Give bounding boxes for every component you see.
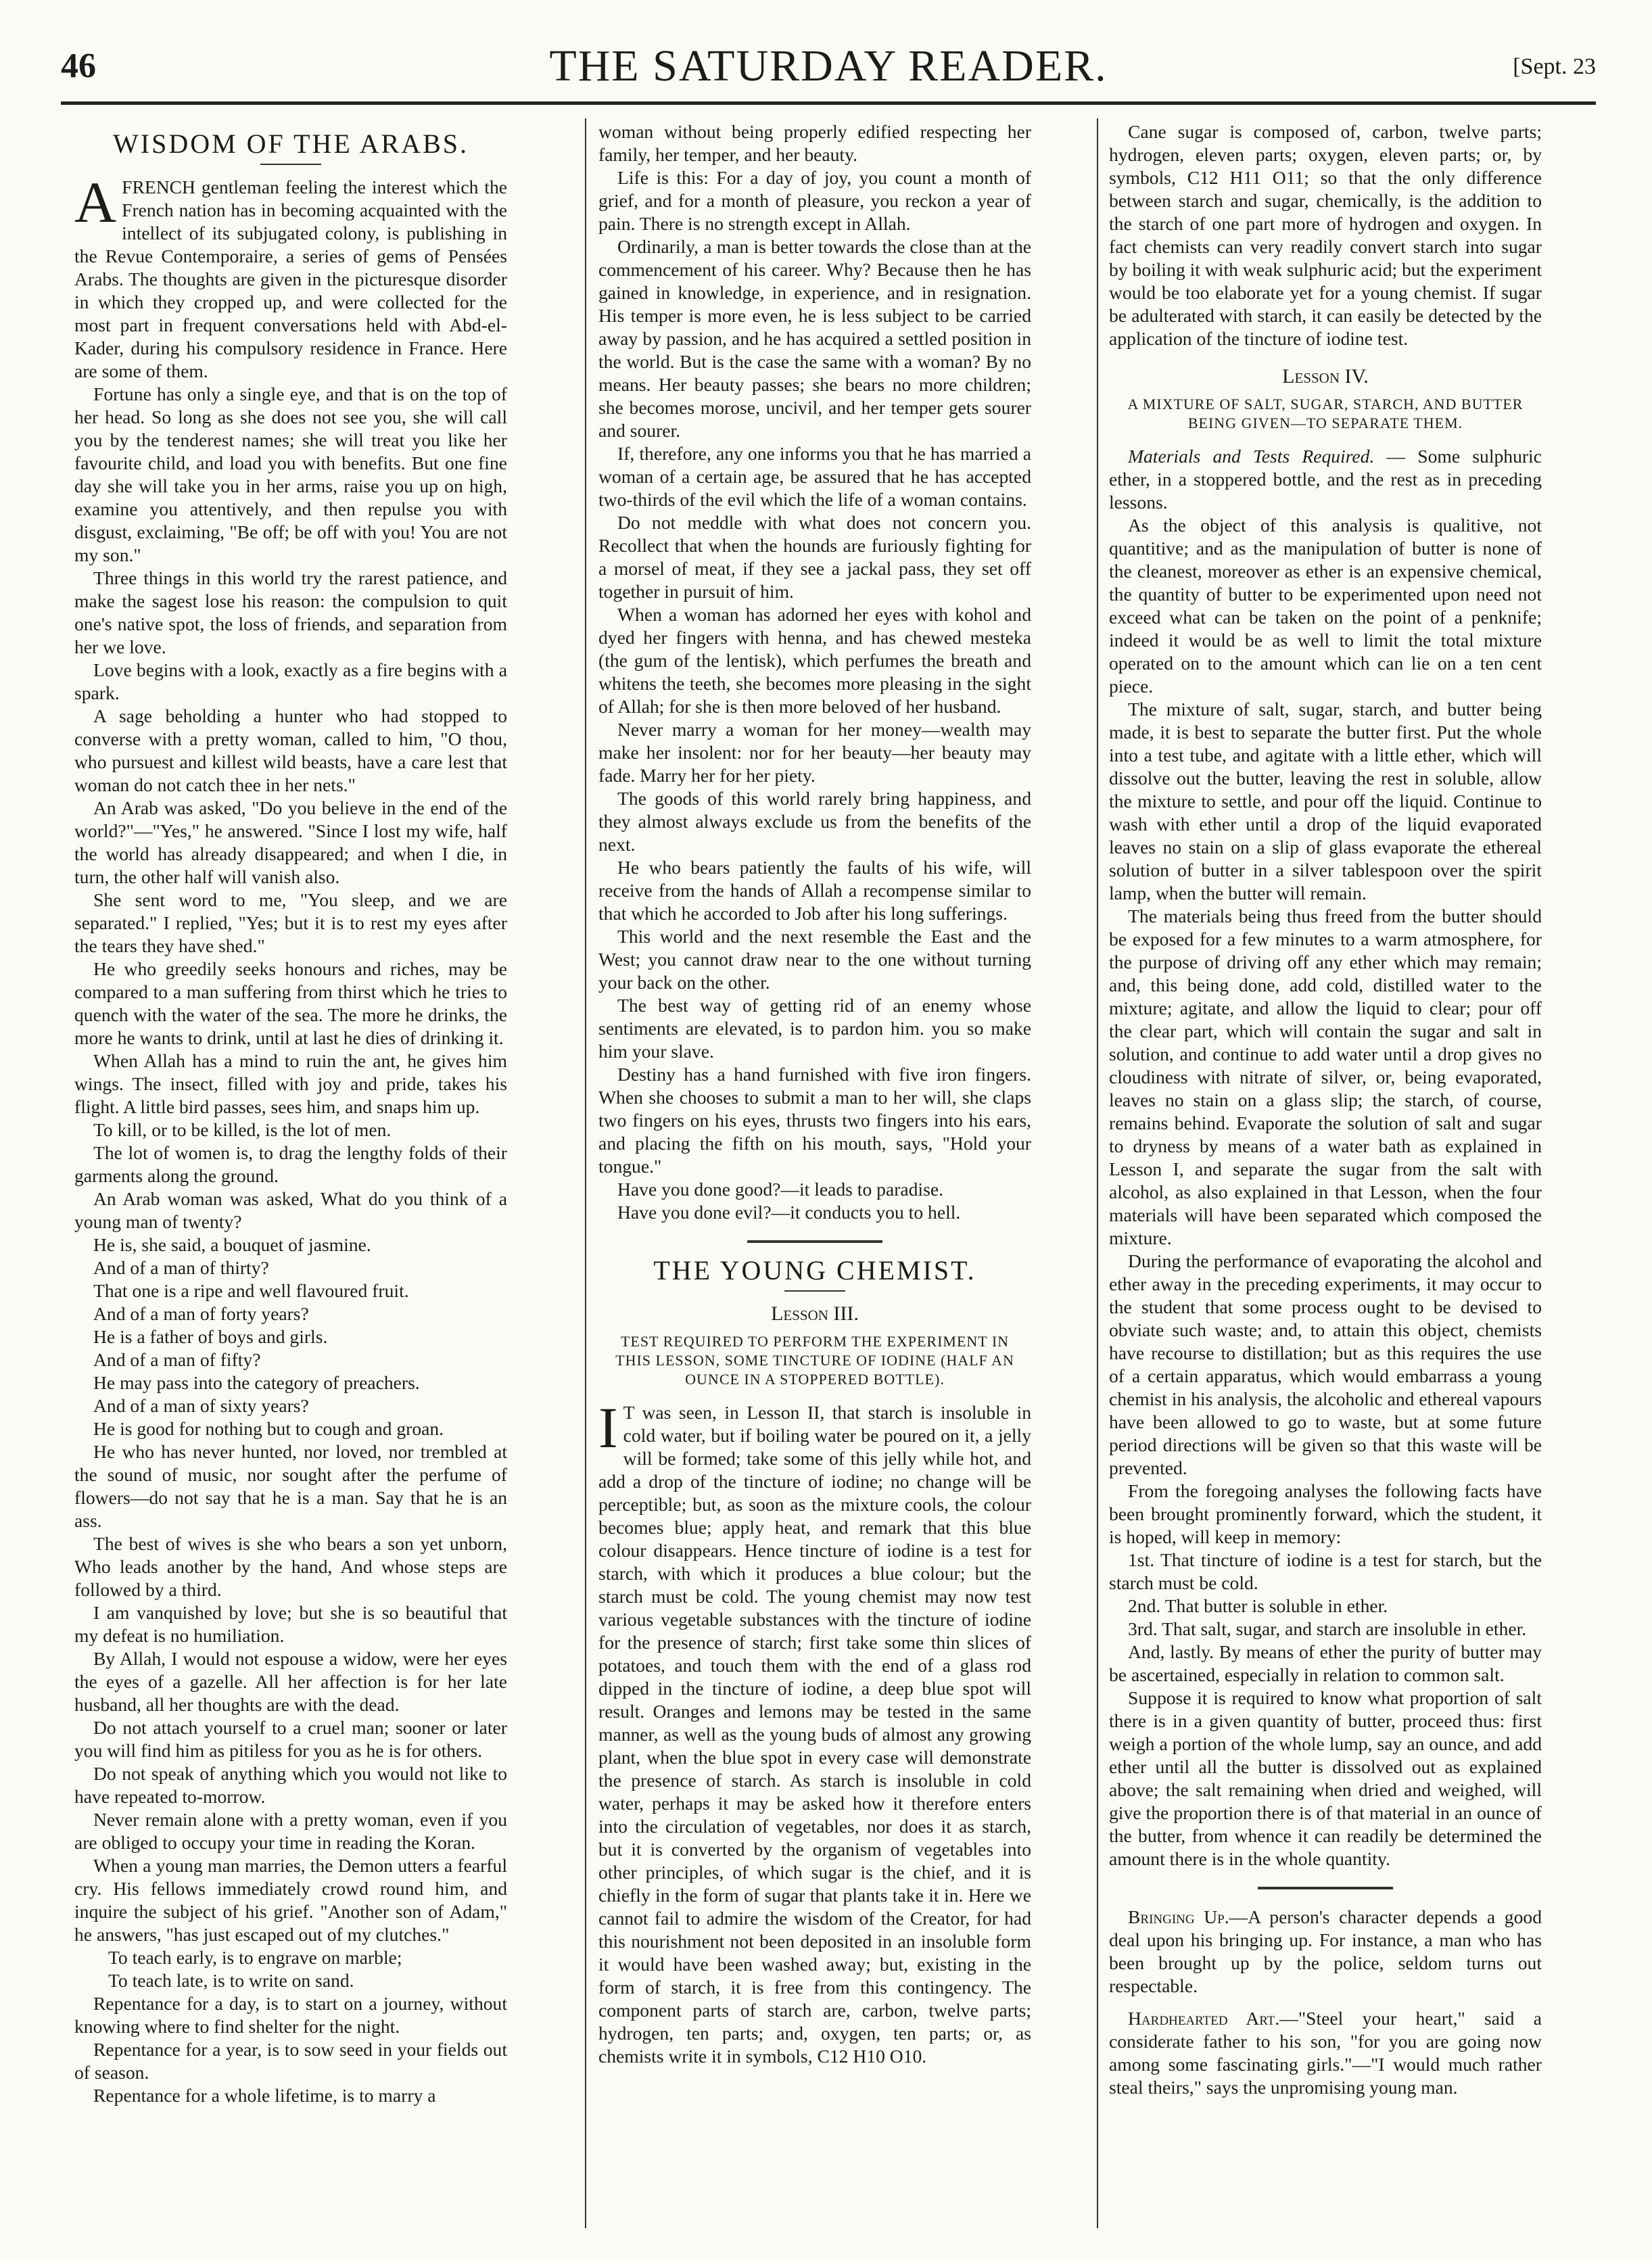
bringing-up-para — [1109, 1906, 1542, 1998]
arabs-para: Repentance for a year, is to sow seed in your fields out of season. — [74, 2039, 507, 2083]
arabs-para: Do not speak of anything which you would not like to have repeated to-morrow. — [74, 1763, 507, 1807]
materials-text: — Some sulphuric ether, in a stoppered bottle, and the rest as in preceding lessons. — [1109, 446, 1542, 513]
hardhearted-text: —"Steel your heart," said a considerate father to his son, "for you are going now among some fascinating girls."—"I would much rather steal theirs," says the unpromising young man. — [1109, 2008, 1542, 2098]
verse-line: And of a man of fifty? — [93, 1349, 261, 1370]
verse-line: That one is a ripe and well flavoured fruit. — [93, 1280, 409, 1301]
arabs-para: An Arab was asked, "Do you believe in the end of the world?"—"Yes," he answered. "Since I lost my wife, half the world has already disappeared; and when I die, in turn, the other half will vanish also. — [74, 797, 507, 887]
arabs-para: Do not attach yourself to a cruel man; sooner or later you will find him as pitiless for you as he is for others. — [74, 1717, 507, 1761]
article-title-arabs: WISDOM OF THE ARABS. — [113, 128, 469, 159]
lesson-heading: Lesson III. — [771, 1302, 859, 1325]
verse-line: To teach early, is to engrave on marble; — [108, 1947, 402, 1968]
arabs-para: When a woman has adorned her eyes with kohol and dyed her fingers with henna, and has chewed mesteka (the gum of the lentisk), which perfumes the breath and whitens the teeth, she becomes more pleasing in the sight of Allah; for she is then more beloved of her husband. — [598, 604, 1031, 717]
arabs-para: He who has never hunted, nor loved, nor trembled at the sound of music, nor sought after the perfume of flowers—do not say that he is a man. Say that he is an ass. — [74, 1441, 507, 1531]
verse-line: And of a man of thirty? — [93, 1257, 269, 1278]
arabs-para: Never remain alone with a pretty woman, even if you are obliged to occupy your time in reading the Koran. — [74, 1809, 507, 1853]
chem-para: The materials being thus freed from the butter should be exposed for a few minutes to a warm atmosphere, for the purpose of driving off any ether which may remain; and, this being done, add cold, distilled water to the mixture; agitate, and allow the liquid to clear; pour off the clear part, which will contain the sugar and salt in solution, and continue to add water until a drop gives no cloudiness with nitrate of silver, or, being evaporated, leaves no stain on a glass slip; the starch, of course, remains behind. Evaporate the solution of salt and sugar to dryness by means of a water bath as explained in Lesson I, and separate the sugar from the salt with alcohol, as also explained in that Lesson, when the four materials will have been separated which composed the mixture. — [1109, 905, 1542, 1248]
chem-para: The mixture of salt, sugar, starch, and butter being made, it is best to separate the butter first. Put the whole into a test tube, and agitate with a little ether, which will dissolve out the butter, leaving the rest in soluble, allow the mixture to settle, and pour off the liquid. Continue to wash with ether until a drop of the liquid evaporated leaves no stain on a slip of glass evaporate the ethereal solution of butter in a silver tablespoon over the spirit lamp, when the butter will remain. — [1109, 699, 1542, 903]
arabs-para: He who greedily seeks honours and riches, may be compared to a man suffering from thirst which he tries to quench with the water of the sea. The more he drinks, the more he wants to drink, until at last he dies of drinking it. — [74, 958, 507, 1048]
chem-para: As the object of this analysis is qualitive, not quantitive; and as the manipulation of butter is none of the cleanest, moreover as ether is an expensive chemical, the quantity of butter to be experimented upon need not exceed what can be taken on the point of a penknife; indeed it would be as well to limit the total mixture operated on to the amount which can lie on a ten cent piece. — [1109, 515, 1542, 697]
arabs-para: The goods of this world rarely bring happiness, and they almost always exclude us from the benefits of the next. — [598, 788, 1031, 855]
arabs-para: Have you done evil?—it conducts you to hell. — [617, 1202, 961, 1223]
section-rule — [1258, 1887, 1393, 1889]
chem-para: Suppose it is required to know what proportion of salt there is in a given quantity of butter, proceed thus: first weigh a portion of the whole lump, say an ounce, and add ether until all the butter is dissolved out as explained above; the salt remaining when dried and weighed, will give the proportion there is of that material in an ounce of the butter, from whence it can readily be determined the amount there is in the whole quantity. — [1109, 1687, 1542, 1869]
arabs-para: He who bears patiently the faults of his wife, will receive from the hands of Allah a recompense similar to that which he accorded to Job after his long sufferings. — [598, 857, 1031, 924]
arabs-intro — [74, 170, 507, 383]
bringing-up-text: —A person's character depends a good deal upon his bringing up. For instance, a man who has been brought up by the police, seldom turns out respectable. — [1109, 1906, 1542, 1996]
arabs-para: Do not meddle with what does not concern you. Recollect that when the hounds are furiously fighting for a morsel of meat, if they see a jackal pass, they set off together in pursuit of him. — [598, 512, 1031, 602]
arabs-para: Life is this: For a day of joy, you count a month of grief, and for a month of pleasure, you reckon a year of pain. There is no strength except in Allah. — [598, 167, 1031, 234]
header-rule — [61, 101, 1596, 105]
drop-cap: A — [74, 170, 117, 235]
arabs-para: When Allah has a mind to ruin the ant, he gives him wings. The insect, filled with joy and pride, takes his flight. A little bird passes, sees him, and snaps him up. — [74, 1050, 507, 1117]
masthead: THE SATURDAY READER. — [549, 41, 1108, 91]
arabs-continued: woman without being properly edified respecting her family, her temper, and her beauty. — [598, 121, 1031, 165]
verse-line: And of a man of sixty years? — [93, 1395, 309, 1416]
column-divider-2 — [1097, 118, 1098, 2228]
materials-label: Materials and Tests Required. — [1128, 446, 1375, 467]
title-rule — [784, 1290, 845, 1292]
arabs-para: Have you done good?—it leads to paradise. — [617, 1179, 943, 1200]
chem-para: And, lastly. By means of ether the purity of butter may be ascertained, especially in relation to common salt. — [1109, 1641, 1542, 1685]
arabs-para: An Arab woman was asked, What do you think of a young man of twenty? — [74, 1188, 507, 1232]
page-header — [61, 41, 1596, 101]
bringing-up-label: Bringing Up. — [1128, 1906, 1229, 1927]
chem-para: Cane sugar is composed of, carbon, twelve parts; hydrogen, eleven parts; oxygen, eleven parts; or, by symbols, C12 H11 O11; so that the only difference between starch and sugar, chemically, is the addition to the starch of one part more of hydrogen and oxygen. In fact chemists can very readily convert starch into sugar by boiling it with weak sulphuric acid; but the experiment would be too elaborate yet for a young chemist. If sugar be adulterated with starch, it can easily be detected by the application of the tincture of iodine test. — [1109, 121, 1542, 349]
drop-cap: I — [598, 1395, 618, 1460]
arabs-para: Fortune has only a single eye, and that is on the top of her head. So long as she does not see you, she will call you by the tenderest names; she will treat you like her favourite child, and load you with benefits. But one fine day she will take you in her arms, raise you up on high, examine you attentively, and then repulse you with disgust, exclaiming, "Be off; be off with you! You are not my son." — [74, 383, 507, 565]
fact-item: 1st. That tincture of iodine is a test for starch, but the starch must be cold. — [1109, 1549, 1542, 1593]
arabs-intro-text: FRENCH gentleman feeling the interest which the French nation has in becoming acquainted with the intellect of its subjugated colony, is publishing in the Revue Contemporaire, a series of gems of Pensées Arabs. The thoughts are given in the picturesque disorder in which they cropped up, and were collected for the most part in frequent conversations held with Abd-el-Kader, during his compulsory residence in France. Here are some of them. — [74, 176, 507, 381]
column-3 — [1109, 120, 1542, 2227]
title-rule — [260, 164, 321, 165]
section-rule — [747, 1240, 882, 1243]
lesson-subheading: TEST REQUIRED TO PERFORM THE EXPERIMENT IN THIS LESSON, SOME TINCTURE OF IODINE (HALF AN OUNCE IN A STOPPERED BOTTLE). — [615, 1333, 1014, 1388]
arabs-para: Love begins with a look, exactly as a fire begins with a spark. — [74, 659, 507, 703]
fact-item: 2nd. That butter is soluble in ether. — [1128, 1595, 1388, 1616]
verse-line: And of a man of forty years? — [93, 1303, 309, 1324]
arabs-para: Three things in this world try the rarest patience, and make the sagest lose his reason: the compulsion to quit one's native spot, the loss of friends, and separation from her we love. — [74, 567, 507, 657]
verse-line: He is, she said, a bouquet of jasmine. — [93, 1234, 371, 1255]
lesson-subheading: A MIXTURE OF SALT, SUGAR, STARCH, AND BUTTER BEING GIVEN—TO SEPARATE THEM. — [1127, 396, 1524, 431]
verse-line: He is good for nothing but to cough and groan. — [93, 1418, 444, 1439]
arabs-para: She sent word to me, "You sleep, and we are separated." I replied, "Yes; but it is to rest my eyes after the tears they have shed." — [74, 889, 507, 956]
chem-para: During the performance of evaporating the alcohol and ether away in the preceding experiments, it may occur to the student that some process ought to be devised to obviate such waste; and, to attain this object, chemists have recourse to distillation; but as this requires the use of a certain apparatus, which would embarrass a young chemist in his analysis, the alcoholic and ethereal vapours have been allowed to go to waste, but at some future period directions will be given so that this waste will be prevented. — [1109, 1250, 1542, 1478]
arabs-para: The best way of getting rid of an enemy whose sentiments are elevated, is to pardon him. you so make him your slave. — [598, 995, 1031, 1062]
arabs-para: The lot of women is, to drag the lengthy folds of their garments along the ground. — [74, 1142, 507, 1186]
article-title-chemist: THE YOUNG CHEMIST. — [653, 1255, 976, 1286]
hardhearted-para — [1109, 2007, 1542, 2099]
fact-item: 3rd. That salt, sugar, and starch are insoluble in ether. — [1128, 1618, 1527, 1639]
arabs-para: This world and the next resemble the East and the West; you cannot draw near to the one without turning your back on the other. — [598, 926, 1031, 993]
arabs-para: To kill, or to be killed, is the lot of men. — [93, 1119, 392, 1140]
column-divider-1 — [585, 118, 586, 2228]
materials-para — [1109, 445, 1542, 514]
arabs-para: Never marry a woman for her money—wealth may make her insolent: nor for her beauty—her beauty may fade. Marry her for her piety. — [598, 719, 1031, 786]
arabs-para: Ordinarily, a man is better towards the close than at the commencement of his career. Why? Because then he has gained in knowledge, in experience, and in resignation. His temper is more even, he is less subject to be carried away by passion, and he has acquired a settled position in the world. But is the case the same with a woman? By no means. Her beauty passes; she bears no more children; she becomes morose, uncivil, and her temper gets sourer and sourer. — [598, 236, 1031, 441]
lesson-heading: Lesson IV. — [1282, 365, 1369, 387]
verse-line: He is a father of boys and girls. — [93, 1326, 328, 1347]
issue-date: [Sept. 23 — [1513, 54, 1596, 79]
verse-line: To teach late, is to write on sand. — [108, 1970, 354, 1991]
hardhearted-label: Hardhearted Art. — [1128, 2008, 1280, 2029]
chem-para: From the foregoing analyses the following facts have been brought prominently forward, which the student, it is hoped, will keep in memory: — [1109, 1480, 1542, 1547]
arabs-para: By Allah, I would not espouse a widow, were her eyes the eyes of a gazelle. All her affection is for her late husband, all her thoughts are with the dead. — [74, 1648, 507, 1715]
lesson-3-body: T was seen, in Lesson II, that starch is insoluble in cold water, but if boiling water be poured on it, a jelly will be formed; take some of this jelly while hot, and add a drop of the tincture of iodine; no change will be perceptible; but, as soon as the mixture cools, the colour becomes blue; apply heat, and remark that this blue colour disappears. Hence tincture of iodine is a test for starch, with which it produces a blue colour; but the starch must be cold. The young chemist may now test various vegetable substances with the tincture of iodine for the presence of starch; first take some thin slices of potatoes, and touch them with the end of a glass rod dipped in the tincture of iodine, a deep blue spot will result. Oranges and lemons may be tested in the same manner, as well as the young buds of almost any growing plant, when the blue spot in every case will demonstrate the presence of starch. As starch is insoluble in cold water, perhaps it may be asked how it therefore enters into the circulation of vegetables, nor does it as starch, but it is converted by the organism of vegetables into other principles, of which sugar is the chief, and it is chiefly in the form of sugar that plants take it in. Here we cannot fail to admire the wisdom of the Creator, for had this nourishment not been deposited in an insoluble form it would have been washed away; but, existing in the form of starch, it is free from this contingency. The component parts of starch are, carbon, twelve parts; hydrogen, ten parts; and, oxygen, ten parts; or, as chemists write it in symbols, C12 H10 O10. — [598, 1402, 1031, 2067]
arabs-para: If, therefore, any one informs you that he has married a woman of a certain age, be assured that he has accepted two-thirds of the evil which the life of a woman contains. — [598, 443, 1031, 510]
column-1 — [74, 120, 507, 2227]
arabs-para: The best of wives is she who bears a son yet unborn, Who leads another by the hand, And whose steps are followed by a third. — [74, 1533, 507, 1600]
arabs-para: When a young man marries, the Demon utters a fearful cry. His fellows immediately crowd round him, and inquire the subject of his grief. "Another son of Adam," he answers, "has just escaped out of my clutches." — [74, 1855, 507, 1945]
lesson-3-text — [598, 1395, 1031, 2068]
arabs-para: Destiny has a hand furnished with five iron fingers. When she chooses to submit a man to her will, she claps two fingers on his eyes, thrusts two fingers into his ears, and placing the fifth on his mouth, says, "Hold your tongue." — [598, 1064, 1031, 1177]
arabs-para: A sage beholding a hunter who had stopped to converse with a pretty woman, called to him, "O thou, who pursuest and killest wild beasts, have a care lest that woman do not catch thee in her nets." — [74, 705, 507, 795]
page-number: 46 — [61, 47, 96, 85]
arabs-para: Repentance for a day, is to start on a journey, without knowing where to find shelter for the night. — [74, 1993, 507, 2037]
column-2 — [598, 120, 1031, 2227]
arabs-para: I am vanquished by love; but she is so beautiful that my defeat is no humiliation. — [74, 1602, 507, 1646]
arabs-para: Repentance for a whole lifetime, is to marry a — [93, 2085, 436, 2106]
verse-line: He may pass into the category of preachers. — [93, 1372, 420, 1393]
